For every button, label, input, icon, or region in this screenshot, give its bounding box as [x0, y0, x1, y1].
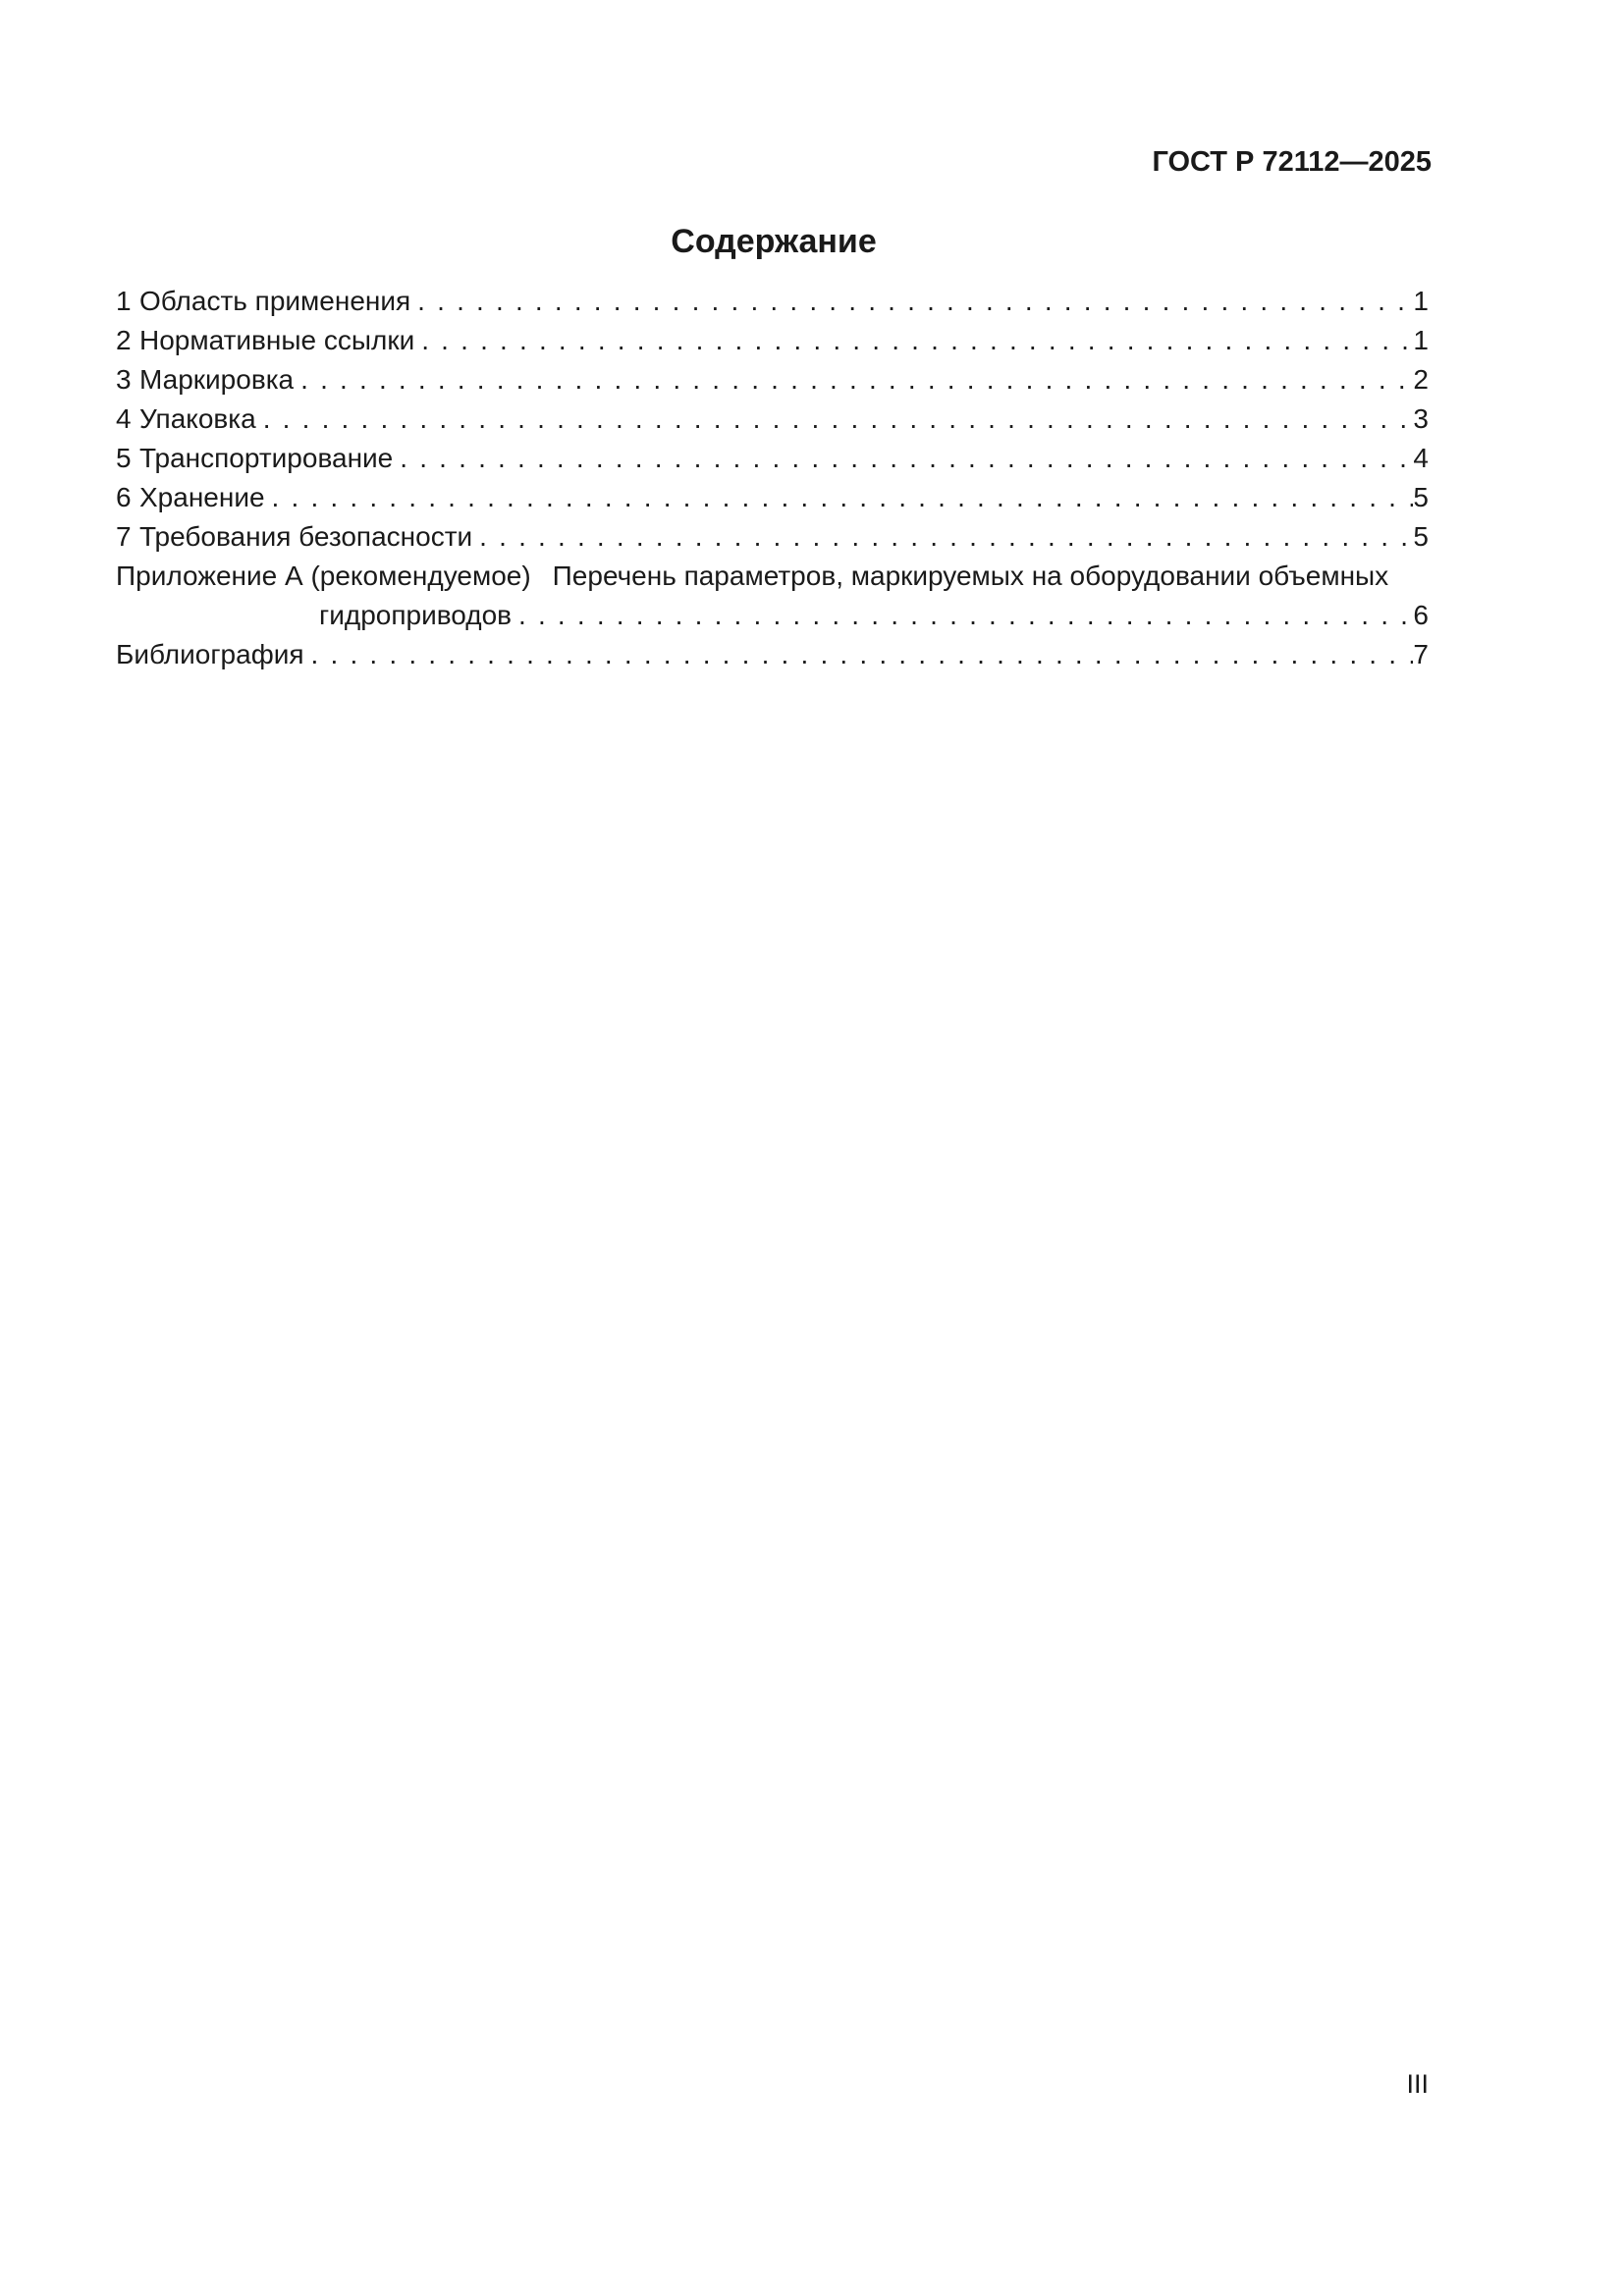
toc-entry-page: 5 — [1413, 521, 1429, 552]
dot-leader — [479, 517, 1413, 557]
toc-entry — [116, 478, 1429, 517]
dot-leader — [272, 478, 1414, 517]
toc-entry-title: Транспортирование — [139, 443, 394, 473]
dot-leader — [263, 400, 1414, 439]
toc-entry-title: Библиография — [116, 639, 304, 669]
toc-entry-page: 1 — [1413, 325, 1429, 355]
toc-entry-number: 4 — [116, 403, 132, 434]
toc-entry — [116, 282, 1429, 321]
dot-leader — [421, 321, 1413, 360]
appendix-label: Приложение А (рекомендуемое) — [116, 561, 531, 591]
appendix-title: Перечень параметров, маркируемых на оборудовании объемных — [552, 561, 1389, 591]
toc-entry — [116, 439, 1429, 478]
toc-entry — [116, 517, 1429, 557]
toc-entry-page: 5 — [1413, 482, 1429, 512]
toc-entry-bibliography — [116, 635, 1429, 674]
appendix-continuation-title: гидроприводов — [319, 600, 513, 630]
toc-entry-number: 7 — [116, 521, 132, 552]
toc-entry — [116, 321, 1429, 360]
table-of-contents — [116, 282, 1429, 674]
toc-entry-appendix — [116, 557, 1429, 596]
toc-entry-title: Хранение — [139, 482, 265, 512]
toc-entry-title: Нормативные ссылки — [139, 325, 415, 355]
toc-entry — [116, 360, 1429, 400]
page-title: Содержание — [671, 223, 877, 260]
toc-entry-page: 2 — [1413, 364, 1429, 395]
toc-entry-page: 1 — [1413, 286, 1429, 316]
toc-entry-appendix-continuation — [116, 596, 1429, 635]
toc-entry-title: Упаковка — [139, 403, 256, 434]
document-code: ГОСТ Р 72112—2025 — [1152, 146, 1432, 178]
dot-leader — [400, 439, 1413, 478]
toc-entry-page: 3 — [1413, 403, 1429, 434]
toc-entry-number: 6 — [116, 482, 132, 512]
dot-leader — [518, 596, 1413, 635]
toc-entry-number: 3 — [116, 364, 132, 395]
toc-entry-page: 4 — [1413, 443, 1429, 473]
dot-leader — [300, 360, 1413, 400]
toc-entry-number: 1 — [116, 286, 132, 316]
toc-entry — [116, 400, 1429, 439]
toc-entry-title: Требования безопасности — [139, 521, 473, 552]
page-number: III — [1406, 2069, 1429, 2099]
dot-leader — [311, 635, 1414, 674]
toc-entry-title: Маркировка — [139, 364, 295, 395]
dot-leader — [417, 282, 1413, 321]
toc-entry-number: 2 — [116, 325, 132, 355]
toc-entry-page: 6 — [1413, 600, 1429, 630]
toc-entry-title: Область применения — [139, 286, 411, 316]
toc-entry-page: 7 — [1413, 639, 1429, 669]
toc-entry-number: 5 — [116, 443, 132, 473]
